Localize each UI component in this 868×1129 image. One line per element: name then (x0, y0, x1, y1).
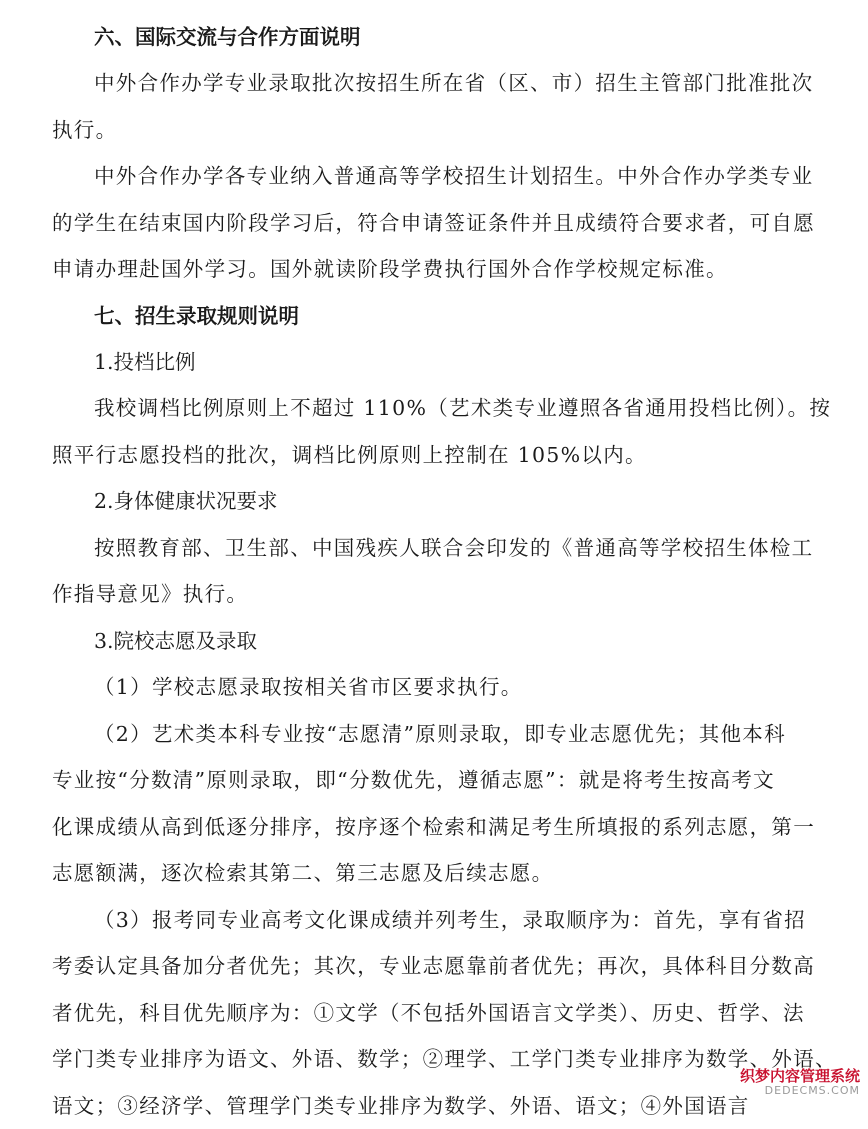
admission-rule-3 (52, 897, 822, 1129)
text-line: （1）学校志愿录取按相关省市区要求执行。 (52, 664, 822, 711)
section-7-heading: 七、招生录取规则说明 (52, 293, 822, 339)
admission-rule-2 (52, 711, 822, 897)
text-line: 我校调档比例原则上不超过 110%（艺术类专业遵照各省通用投档比例）。按 (52, 385, 822, 432)
text-line: 按照教育部、卫生部、中国残疾人联合会印发的《普通高等学校招生体检工 (52, 525, 822, 572)
text-line: 作指导意见》执行。 (52, 571, 822, 618)
health-requirements-paragraph (52, 525, 822, 618)
watermark-text: 织梦内容管理系统 (740, 1068, 860, 1085)
watermark-logo (740, 1068, 860, 1097)
text-line: 照平行志愿投档的批次，调档比例原则上控制在 105%以内。 (52, 432, 822, 479)
admission-ratio-paragraph (52, 385, 822, 478)
section-6-paragraph-2 (52, 153, 822, 293)
text-line: （3）报考同专业高考文化课成绩并列考生，录取顺序为：首先，享有省招 (52, 897, 822, 944)
text-line: 执行。 (52, 107, 822, 154)
text-line: 学门类专业排序为语文、外语、数学；②理学、工学门类专业排序为数学、外语、 (52, 1036, 822, 1083)
text-line: 的学生在结束国内阶段学习后，符合申请签证条件并且成绩符合要求者，可自愿 (52, 200, 822, 247)
section-6-heading: 六、国际交流与合作方面说明 (52, 14, 822, 60)
text-line: 申请办理赴国外学习。国外就读阶段学费执行国外合作学校规定标准。 (52, 246, 822, 293)
subheading-volunteer-admission: 3.院校志愿及录取 (52, 618, 822, 665)
text-line: 语文；③经济学、管理学门类专业排序为数学、外语、语文；④外国语言 (52, 1083, 822, 1129)
subheading-admission-ratio: 1.投档比例 (52, 339, 822, 386)
text-line: 中外合作办学专业录取批次按招生所在省（区、市）招生主管部门批准批次 (52, 60, 822, 107)
text-line: （2）艺术类本科专业按“志愿清”原则录取，即专业志愿优先；其他本科 (52, 711, 822, 758)
text-line: 志愿额满，逐次检索其第二、第三志愿及后续志愿。 (52, 850, 822, 897)
watermark-domain: DEDECMS.COM (740, 1085, 860, 1097)
section-6-paragraph-1 (52, 60, 822, 153)
text-line: 中外合作办学各专业纳入普通高等学校招生计划招生。中外合作办学类专业 (52, 153, 822, 200)
subheading-health-requirements: 2.身体健康状况要求 (52, 478, 822, 525)
text-line: 考委认定具备加分者优先；其次，专业志愿靠前者优先；再次，具体科目分数高 (52, 943, 822, 990)
text-line: 者优先，科目优先顺序为：①文学（不包括外国语言文学类）、历史、哲学、法 (52, 990, 822, 1037)
text-line: 专业按“分数清”原则录取，即“分数优先，遵循志愿”：就是将考生按高考文 (52, 757, 822, 804)
document-body (52, 14, 822, 1129)
admission-rule-1 (52, 664, 822, 711)
text-line: 化课成绩从高到低逐分排序，按序逐个检索和满足考生所填报的系列志愿，第一 (52, 804, 822, 851)
